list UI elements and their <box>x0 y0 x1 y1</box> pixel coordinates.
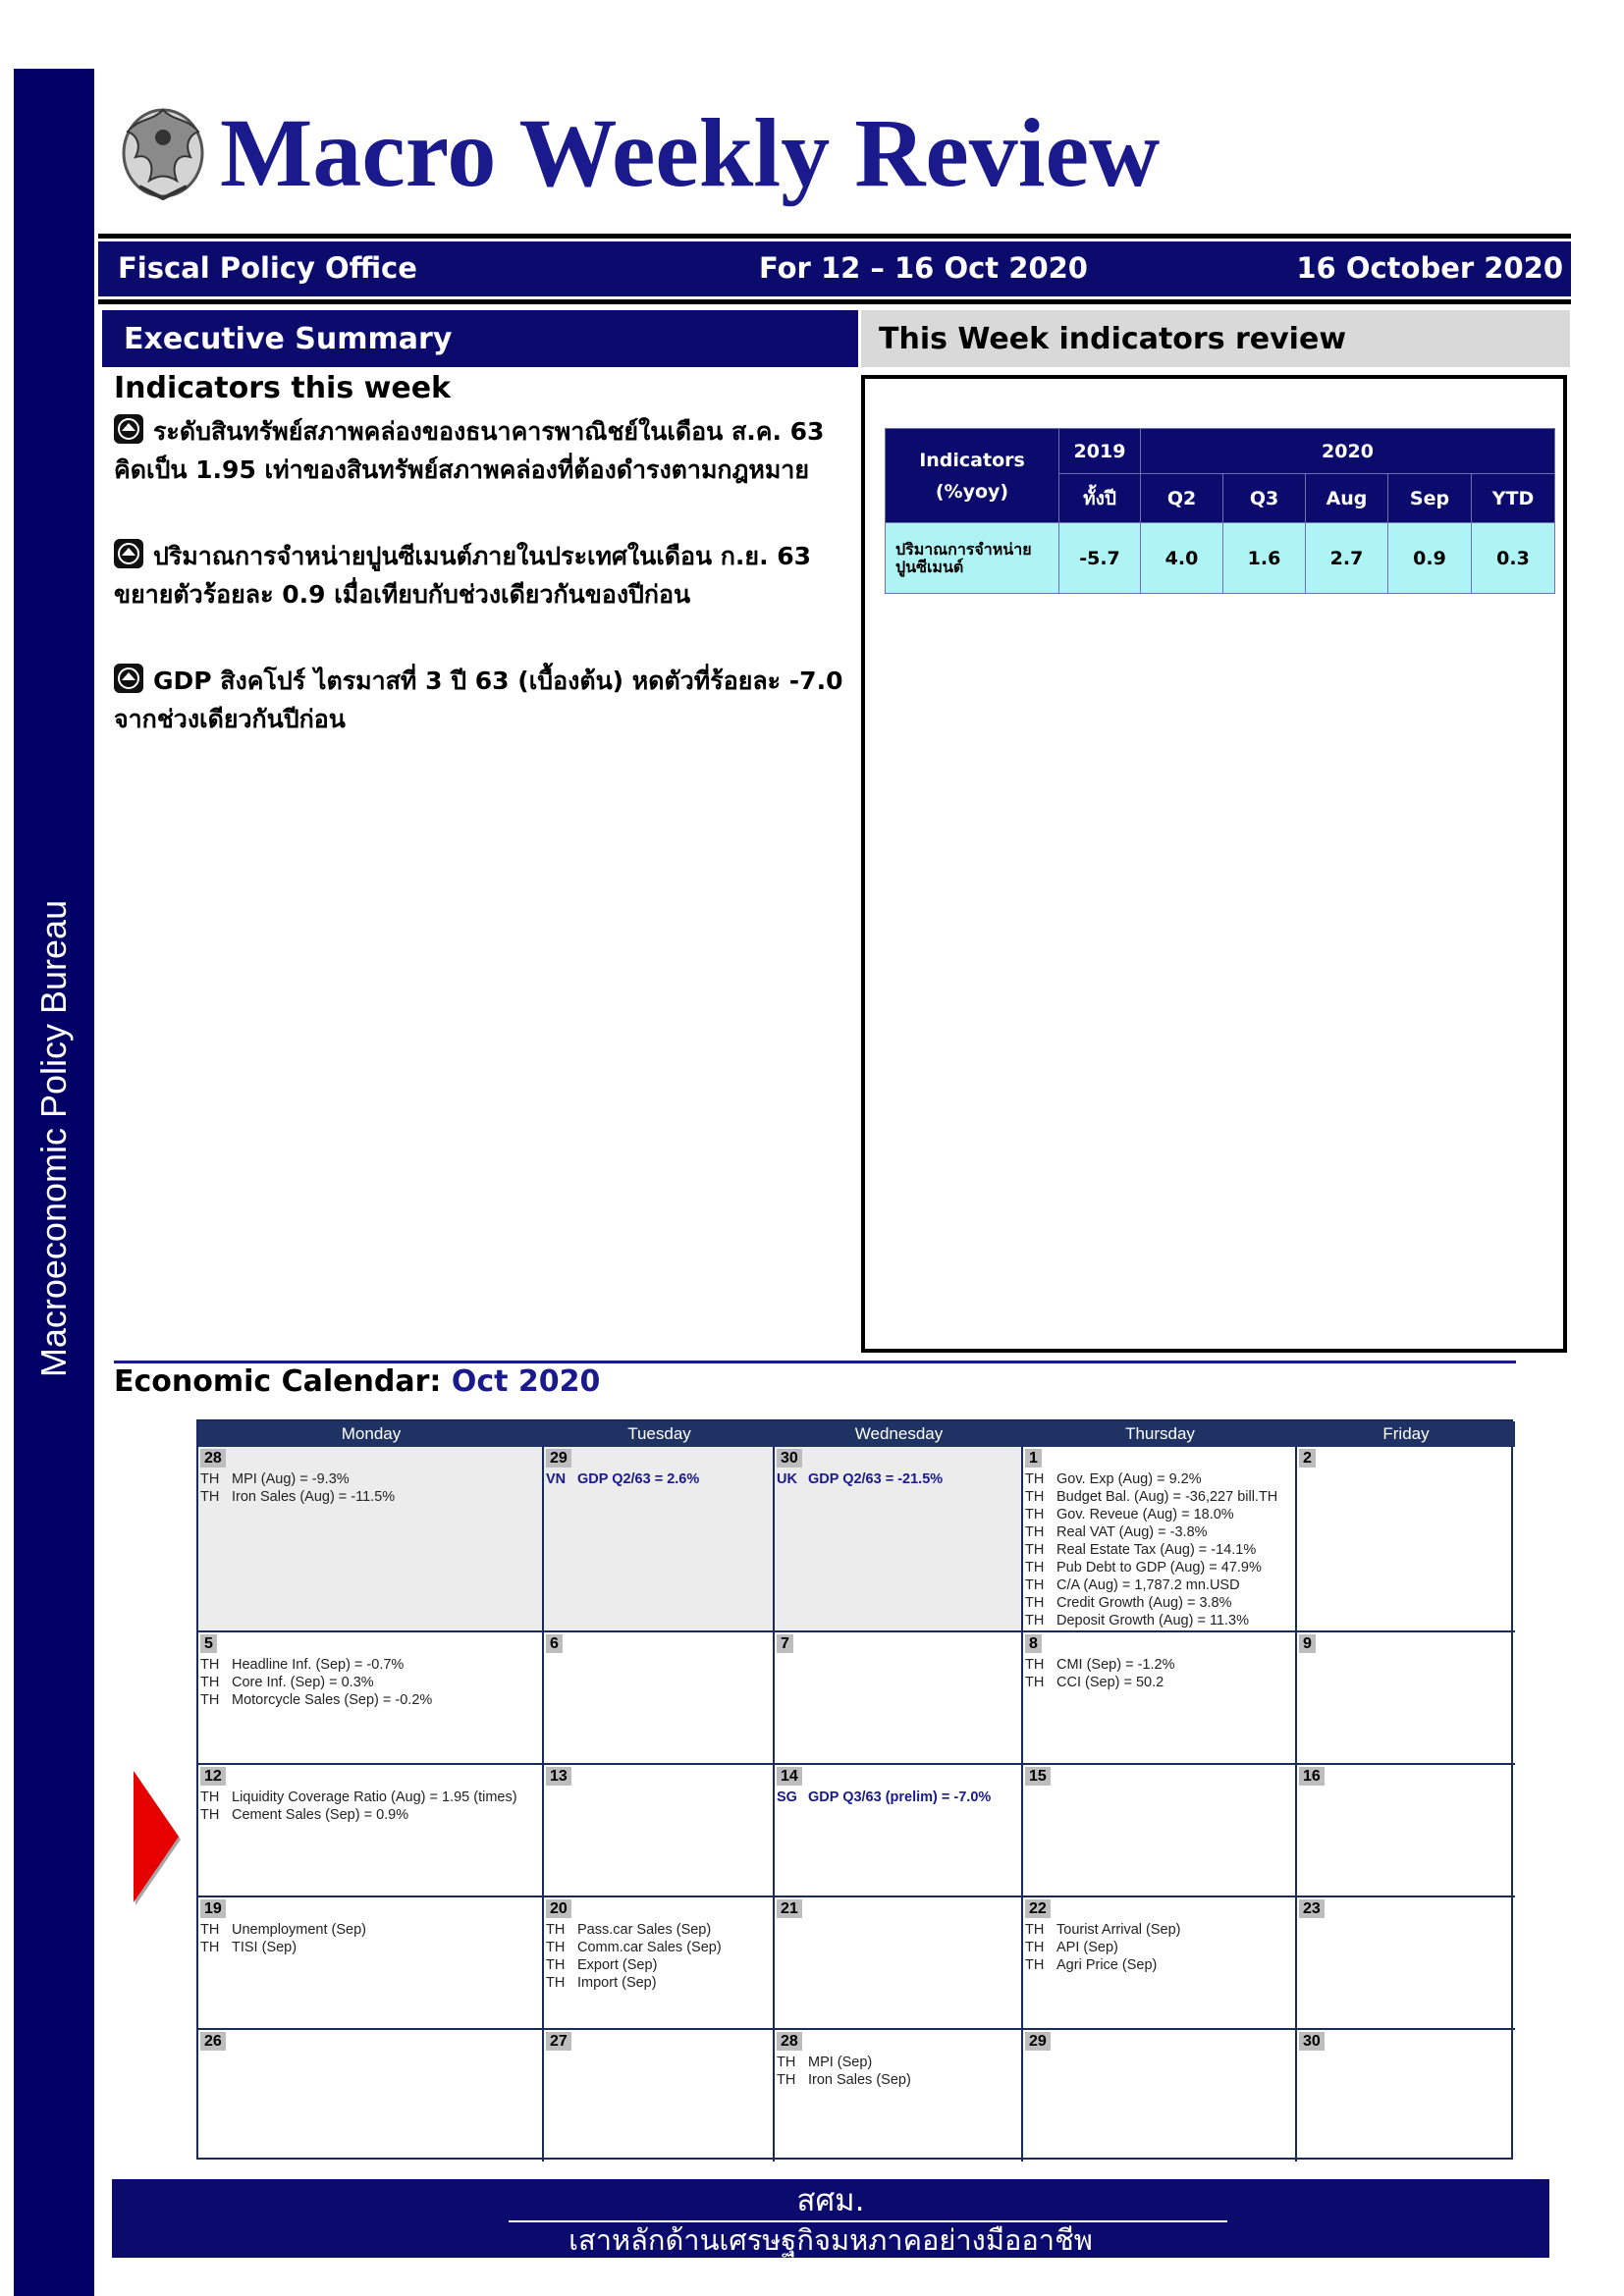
summary-bullet-text: ระดับสินทรัพย์สภาพคล่องของธนาคารพาณิชย์ในเดือน ส.ค. 63 คิดเป็น 1.95 เท่าของสินทรัพย์สภาพคล่องที่ต้องดำรงตามกฎหมาย <box>114 417 825 484</box>
table-cell: -5.7 <box>1059 523 1141 594</box>
event-text: Deposit Growth (Aug) = 11.3% <box>1056 1613 1249 1629</box>
event-text: Comm.car Sales (Sep) <box>577 1940 722 1955</box>
day-number: 8 <box>1025 1634 1042 1653</box>
table-cell: 0.9 <box>1388 523 1472 594</box>
calendar-event <box>200 1674 540 1691</box>
calendar-day-cell <box>198 2030 544 2162</box>
report-period: For 12 – 16 Oct 2020 <box>759 251 1088 285</box>
calendar-day-cell <box>544 1632 775 1765</box>
country-code: TH <box>546 1922 566 1938</box>
calendar-event <box>200 1939 540 1956</box>
country-code: TH <box>1025 1577 1045 1593</box>
event-text: Import (Sep) <box>577 1975 657 1991</box>
day-number: 28 <box>777 2032 802 2051</box>
sub-header: ทั้งปี <box>1059 474 1141 523</box>
calendar-event <box>200 1789 540 1806</box>
event-list <box>1025 1656 1293 1691</box>
header-rule-top <box>98 234 1571 239</box>
day-number: 30 <box>1299 2032 1325 2051</box>
day-header-monday: Monday <box>198 1421 544 1447</box>
sub-header: Aug <box>1306 474 1388 523</box>
header-bar <box>98 241 1571 296</box>
calendar-event <box>1025 1576 1293 1594</box>
sidebar-label: Macroeconomic Policy Bureau <box>33 899 74 1378</box>
event-text: Credit Growth (Aug) = 3.8% <box>1056 1595 1232 1611</box>
country-code: TH <box>200 1807 220 1823</box>
event-text: Headline Inf. (Sep) = -0.7% <box>232 1657 405 1673</box>
calendar-event <box>1025 1939 1293 1956</box>
table-cell: 4.0 <box>1141 523 1223 594</box>
country-code: TH <box>1025 1524 1045 1540</box>
event-list <box>1025 1921 1293 1974</box>
footer-org-abbrev: สศม. <box>796 2183 865 2218</box>
calendar-event <box>1025 1488 1293 1506</box>
day-number: 9 <box>1299 1634 1316 1653</box>
day-number: 23 <box>1299 1899 1325 1918</box>
country-code: VN <box>546 1471 567 1487</box>
indicator-name: ปริมาณการจำหน่ายปูนซีเมนต์ <box>886 523 1059 594</box>
event-list <box>200 1470 540 1506</box>
day-number: 16 <box>1299 1767 1325 1786</box>
calendar-rule <box>114 1361 1516 1363</box>
calendar-day-cell <box>198 1765 544 1897</box>
calendar-day-cell <box>198 1632 544 1765</box>
day-number: 15 <box>1025 1767 1051 1786</box>
indicators-review-box <box>861 375 1567 1353</box>
calendar-day-cell <box>544 1447 775 1632</box>
sub-header: Sep <box>1388 474 1472 523</box>
calendar-day-cell <box>1023 1897 1297 2030</box>
summary-bullet-text: GDP สิงคโปร์ ไตรมาสที่ 3 ปี 63 (เบื้องต้น) หดตัวที่ร้อยละ -7.0 จากช่วงเดียวกันปีก่อน <box>114 667 843 733</box>
event-text: GDP Q3/63 (prelim) = -7.0% <box>808 1789 992 1805</box>
event-text: CCI (Sep) = 50.2 <box>1056 1675 1164 1690</box>
event-text: Export (Sep) <box>577 1957 658 1973</box>
country-code: TH <box>1025 1657 1045 1673</box>
day-header-thursday: Thursday <box>1023 1421 1297 1447</box>
country-code: TH <box>546 1957 566 1973</box>
day-number: 14 <box>777 1767 802 1786</box>
calendar-day-cell <box>775 1632 1023 1765</box>
day-number: 28 <box>200 1449 226 1468</box>
day-number: 27 <box>546 2032 571 2051</box>
event-list <box>200 1921 540 1956</box>
footer-banner <box>112 2179 1549 2258</box>
day-header-wednesday: Wednesday <box>775 1421 1023 1447</box>
day-number: 5 <box>200 1634 217 1653</box>
table-cell: 2.7 <box>1306 523 1388 594</box>
unit-label: (%yoy) <box>935 480 1009 503</box>
country-code: TH <box>546 1975 566 1991</box>
calendar-day-cell <box>775 1765 1023 1897</box>
calendar-day-cell <box>544 1765 775 1897</box>
event-text: Iron Sales (Sep) <box>808 2072 911 2088</box>
up-arrow-bullet-icon <box>114 664 143 693</box>
event-text: Liquidity Coverage Ratio (Aug) = 1.95 (times) <box>232 1789 517 1805</box>
calendar-event <box>1025 1541 1293 1559</box>
calendar-day-cell <box>198 1897 544 2030</box>
country-code: SG <box>777 1789 797 1805</box>
day-number: 7 <box>777 1634 793 1653</box>
calendar-day-cell <box>775 1897 1023 2030</box>
day-number: 29 <box>546 1449 571 1468</box>
indicators-table <box>885 428 1555 594</box>
calendar-event <box>1025 1612 1293 1629</box>
country-code: UK <box>777 1471 797 1487</box>
day-number: 13 <box>546 1767 571 1786</box>
day-number: 30 <box>777 1449 802 1468</box>
event-list <box>546 1470 771 1488</box>
up-arrow-bullet-icon <box>114 414 143 444</box>
table-cell: 0.3 <box>1472 523 1555 594</box>
event-text: MPI (Sep) <box>808 2055 873 2070</box>
event-text: Core Inf. (Sep) = 0.3% <box>232 1675 374 1690</box>
event-list <box>1025 1470 1293 1629</box>
indicators-label: Indicators <box>919 449 1025 471</box>
indicators-review-heading: This Week indicators review <box>861 310 1570 367</box>
event-text: Cement Sales (Sep) = 0.9% <box>232 1807 409 1823</box>
header-rule-bottom <box>98 299 1571 304</box>
calendar-day-cell <box>1023 1447 1297 1632</box>
calendar-title-label: Economic Calendar: <box>114 1364 442 1399</box>
calendar-day-cell <box>1297 1897 1515 2030</box>
country-code: TH <box>1025 1940 1045 1955</box>
calendar-title <box>114 1364 600 1399</box>
calendar-day-cell <box>1023 2030 1297 2162</box>
calendar-event <box>1025 1470 1293 1488</box>
calendar-event <box>1025 1656 1293 1674</box>
day-number: 29 <box>1025 2032 1051 2051</box>
country-code: TH <box>1025 1489 1045 1505</box>
office-name: Fiscal Policy Office <box>118 251 417 285</box>
event-text: Gov. Exp (Aug) = 9.2% <box>1056 1471 1202 1487</box>
event-text: TISI (Sep) <box>232 1940 298 1955</box>
country-code: TH <box>1025 1922 1045 1938</box>
summary-bullet-text: ปริมาณการจำหน่ายปูนซีเมนต์ภายในประเทศในเดือน ก.ย. 63 ขยายตัวร้อยละ 0.9 เมื่อเทียบกับช่วงเดียวกันของปีก่อน <box>114 542 812 609</box>
report-date: 16 October 2020 <box>1296 251 1563 285</box>
country-code: TH <box>1025 1675 1045 1690</box>
event-list <box>777 1470 1019 1488</box>
event-text: GDP Q2/63 = 2.6% <box>577 1471 700 1487</box>
calendar-event <box>546 1939 771 1956</box>
country-code: TH <box>200 1692 220 1708</box>
garuda-logo-icon <box>110 96 216 206</box>
day-number: 22 <box>1025 1899 1051 1918</box>
calendar-event <box>546 1956 771 1974</box>
calendar-day-cell <box>1023 1765 1297 1897</box>
year-2020-header: 2020 <box>1141 429 1555 474</box>
summary-bullet <box>114 412 846 489</box>
calendar-day-cell <box>775 2030 1023 2162</box>
indicators-column-header <box>886 429 1059 523</box>
country-code: TH <box>777 2072 796 2088</box>
summary-bullet <box>114 662 846 738</box>
calendar-event <box>777 2071 1019 2089</box>
day-number: 12 <box>200 1767 226 1786</box>
country-code: TH <box>200 1489 220 1505</box>
year-2019-header: 2019 <box>1059 429 1141 474</box>
calendar-event <box>546 1470 771 1488</box>
event-text: Iron Sales (Aug) = -11.5% <box>232 1489 396 1505</box>
event-text: Gov. Reveue (Aug) = 18.0% <box>1056 1507 1234 1522</box>
day-header-tuesday: Tuesday <box>544 1421 775 1447</box>
calendar-day-cell <box>198 1447 544 1632</box>
country-code: TH <box>1025 1560 1045 1575</box>
country-code: TH <box>200 1471 220 1487</box>
event-text: Unemployment (Sep) <box>232 1922 366 1938</box>
event-list <box>546 1921 771 1992</box>
event-text: MPI (Aug) = -9.3% <box>232 1471 350 1487</box>
sub-header: Q3 <box>1223 474 1306 523</box>
sub-header: YTD <box>1472 474 1555 523</box>
calendar-event <box>200 1691 540 1709</box>
country-code: TH <box>200 1657 220 1673</box>
economic-calendar <box>196 1419 1513 2160</box>
calendar-event <box>1025 1559 1293 1576</box>
calendar-event <box>200 1921 540 1939</box>
calendar-day-cell <box>544 1897 775 2030</box>
calendar-day-cell <box>544 2030 775 2162</box>
day-header-friday: Friday <box>1297 1421 1515 1447</box>
page-title: Macro Weekly Review <box>220 98 1161 207</box>
event-text: CMI (Sep) = -1.2% <box>1056 1657 1175 1673</box>
country-code: TH <box>200 1940 220 1955</box>
calendar-day-cell <box>1297 1447 1515 1632</box>
country-code: TH <box>1025 1957 1045 1973</box>
sidebar <box>14 69 94 2296</box>
calendar-event <box>1025 1594 1293 1612</box>
calendar-event <box>777 2054 1019 2071</box>
day-number: 19 <box>200 1899 226 1918</box>
country-code: TH <box>200 1675 220 1690</box>
calendar-day-cell <box>1297 1765 1515 1897</box>
event-text: C/A (Aug) = 1,787.2 mn.USD <box>1056 1577 1240 1593</box>
calendar-event <box>200 1488 540 1506</box>
event-text: Real VAT (Aug) = -3.8% <box>1056 1524 1208 1540</box>
day-number: 21 <box>777 1899 802 1918</box>
event-text: Real Estate Tax (Aug) = -14.1% <box>1056 1542 1257 1558</box>
country-code: TH <box>1025 1595 1045 1611</box>
day-number: 6 <box>546 1634 563 1653</box>
calendar-event <box>1025 1506 1293 1523</box>
country-code: TH <box>546 1940 566 1955</box>
event-text: Pass.car Sales (Sep) <box>577 1922 712 1938</box>
calendar-day-cell <box>1023 1632 1297 1765</box>
up-arrow-bullet-icon <box>114 539 143 568</box>
calendar-event <box>1025 1956 1293 1974</box>
summary-bullet <box>114 537 846 614</box>
event-list <box>777 1789 1019 1806</box>
calendar-event <box>546 1974 771 1992</box>
calendar-month: Oct 2020 <box>451 1364 601 1399</box>
country-code: TH <box>1025 1507 1045 1522</box>
calendar-day-cell <box>775 1447 1023 1632</box>
event-list <box>777 2054 1019 2089</box>
day-number: 1 <box>1025 1449 1042 1468</box>
event-text: Motorcycle Sales (Sep) = -0.2% <box>232 1692 433 1708</box>
country-code: TH <box>200 1789 220 1805</box>
calendar-event <box>1025 1674 1293 1691</box>
event-text: Agri Price (Sep) <box>1056 1957 1158 1973</box>
calendar-event <box>1025 1921 1293 1939</box>
indicators-this-week-title: Indicators this week <box>114 371 451 405</box>
country-code: TH <box>1025 1542 1045 1558</box>
calendar-event <box>777 1789 1019 1806</box>
calendar-event <box>1025 1523 1293 1541</box>
event-list <box>200 1656 540 1709</box>
calendar-day-cell <box>1297 2030 1515 2162</box>
event-text: API (Sep) <box>1056 1940 1118 1955</box>
calendar-event <box>200 1656 540 1674</box>
calendar-event <box>200 1806 540 1824</box>
event-text: Pub Debt to GDP (Aug) = 47.9% <box>1056 1560 1262 1575</box>
calendar-event <box>546 1921 771 1939</box>
event-text: Tourist Arrival (Sep) <box>1056 1922 1181 1938</box>
sub-header: Q2 <box>1141 474 1223 523</box>
event-list <box>200 1789 540 1824</box>
calendar-event <box>200 1470 540 1488</box>
event-text: Budget Bal. (Aug) = -36,227 bill.TH <box>1056 1489 1278 1505</box>
country-code: TH <box>1025 1613 1045 1629</box>
calendar-day-cell <box>1297 1632 1515 1765</box>
current-week-arrow-icon <box>130 1767 181 1906</box>
footer-slogan: เสาหลักด้านเศรษฐกิจมหภาคอย่างมืออาชีพ <box>568 2223 1093 2257</box>
country-code: TH <box>777 2055 796 2070</box>
calendar-event <box>777 1470 1019 1488</box>
day-number: 2 <box>1299 1449 1316 1468</box>
day-number: 20 <box>546 1899 571 1918</box>
table-cell: 1.6 <box>1223 523 1306 594</box>
country-code: TH <box>1025 1471 1045 1487</box>
day-number: 26 <box>200 2032 226 2051</box>
executive-summary-heading: Executive Summary <box>102 310 858 367</box>
country-code: TH <box>200 1922 220 1938</box>
event-text: GDP Q2/63 = -21.5% <box>808 1471 944 1487</box>
